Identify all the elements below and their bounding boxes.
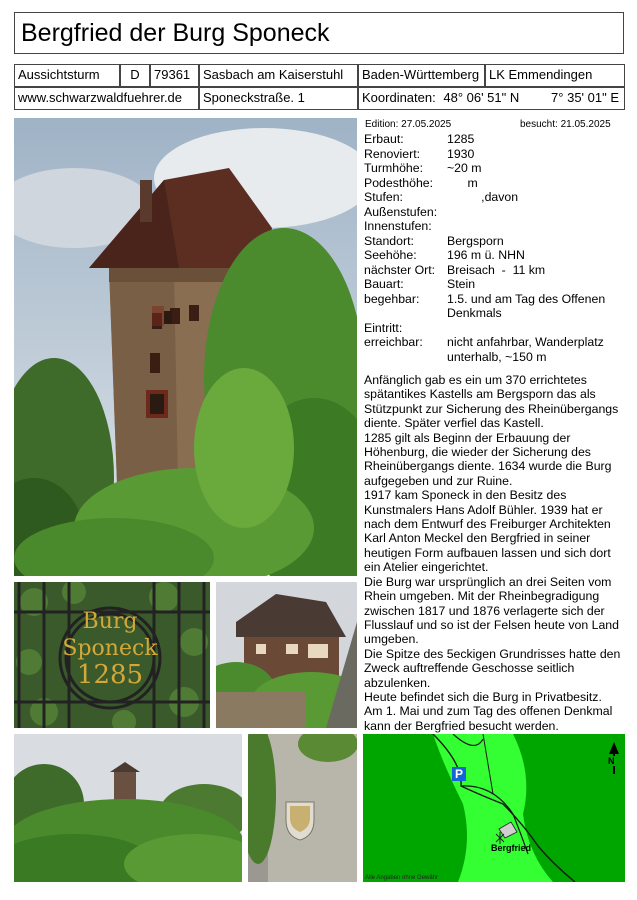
map-disclaimer: Alle Angaben ohne Gewähr <box>365 875 439 881</box>
coordinates-label: Koordinaten: <box>362 90 436 105</box>
country-code: D <box>120 64 150 87</box>
landscape-photo <box>14 734 242 882</box>
map-graphic <box>363 734 625 882</box>
website-link[interactable]: www.schwarzwaldfuehrer.de <box>14 87 199 110</box>
location-map <box>363 734 625 882</box>
fact-entry: Eintritt: <box>364 320 403 335</box>
gate-sign: Burg Sponeck 1285 <box>62 609 158 690</box>
tower-type: Aussichtsturm <box>14 64 120 87</box>
fact-accessible: begehbar: 1.5. und am Tag des Offenen Denkmals <box>364 291 606 320</box>
coat-of-arms-photo <box>248 734 357 882</box>
state: Baden-Württemberg <box>358 64 485 87</box>
edition-date: Edition: 27.05.2025 <box>365 119 452 130</box>
zip-code: 79361 <box>150 64 199 87</box>
facts-list <box>364 132 626 364</box>
description <box>364 373 630 733</box>
district: LK Emmendingen <box>485 64 625 87</box>
fact-platform-height: Podesthöhe: m <box>364 175 478 190</box>
description-paragraph: Am 1. Mai und zum Tag des offenen Denkmal kann der Bergfried besucht werden. <box>364 704 613 733</box>
street: Sponeckstraße. 1 <box>199 87 358 110</box>
fact-elevation: Seehöhe: 196 m ü. NHN <box>364 248 525 262</box>
map-label-bergfried: Bergfried <box>491 843 532 853</box>
fact-outer-steps: Außenstufen: <box>364 204 438 219</box>
town: Sasbach am Kaiserstuhl <box>199 64 358 87</box>
description-paragraph: Anfänglich gab es ein um 370 errichtetes spätantikes Kastells am Bergsporn das als Stützpunkt zur Sicherung des Rheinübergangs diente. Später verfiel das Kastell. <box>364 373 619 431</box>
fact-inner-steps: Innenstufen: <box>364 219 432 233</box>
tower-top-photo <box>216 582 357 728</box>
description-paragraph: Die Spitze des 5eckigen Grundrisses hatte den Zweck auftreffende Geschosse seitlich abzulenken. <box>364 646 621 690</box>
description-paragraph: 1285 gilt als Beginn der Erbauung der Höhenburg, die wieder der Sicherung des Rheinübergangs diente. 1634 wurde die Burg aufgegeben und zur Ruine. <box>364 430 612 488</box>
latitude: 48° 06' 51" N <box>443 90 520 105</box>
fact-steps: Stufen: ,davon <box>364 190 519 204</box>
north-arrow-icon: N <box>608 756 615 766</box>
fact-built: Erbaut: 1285 <box>364 132 475 146</box>
longitude: 7° 35' 01" E <box>551 90 619 105</box>
description-paragraph: Heute befindet sich die Burg in Privatbesitz. <box>364 689 602 704</box>
description-paragraph: 1917 kam Sponeck in den Besitz des Kunstmalers Hans Adolf Bühler. 1939 hat er nach dem Entwurf des Freiburger Architekten Karl Anton Meckel den Bergfried in seiner heutigen Form aufbauen lassen und sich dort ein Atelier eingerichtet. <box>364 488 611 575</box>
gate-photo <box>14 582 210 728</box>
visited-date: besucht: 21.05.2025 <box>520 119 611 130</box>
fact-renovated: Renoviert: 1930 <box>364 146 475 161</box>
fact-location: Standort: Bergsporn <box>364 233 504 248</box>
parking-icon: P <box>452 767 466 781</box>
fact-construction: Bauart: Stein <box>364 277 476 291</box>
tower-photo <box>14 118 357 576</box>
fact-tower-height: Turmhöhe: ~20 m <box>364 161 482 175</box>
fact-reachable: erreichbar: nicht anfahrbar, Wanderplatz unterhalb, ~150 m <box>364 335 604 364</box>
fact-nearest-town: nächster Ort: Breisach - 11 km <box>364 262 546 277</box>
description-paragraph: Die Burg war ursprünglich an drei Seiten vom Rhein umgeben. Mit der Rheinbegradigung zwischen 1817 und 1876 verlagerte sich der Flusslauf und so ist der Felsen heute von Land umgeben. <box>364 574 619 647</box>
coordinates <box>358 87 625 110</box>
page-title: Bergfried der Burg Sponeck <box>14 12 624 54</box>
